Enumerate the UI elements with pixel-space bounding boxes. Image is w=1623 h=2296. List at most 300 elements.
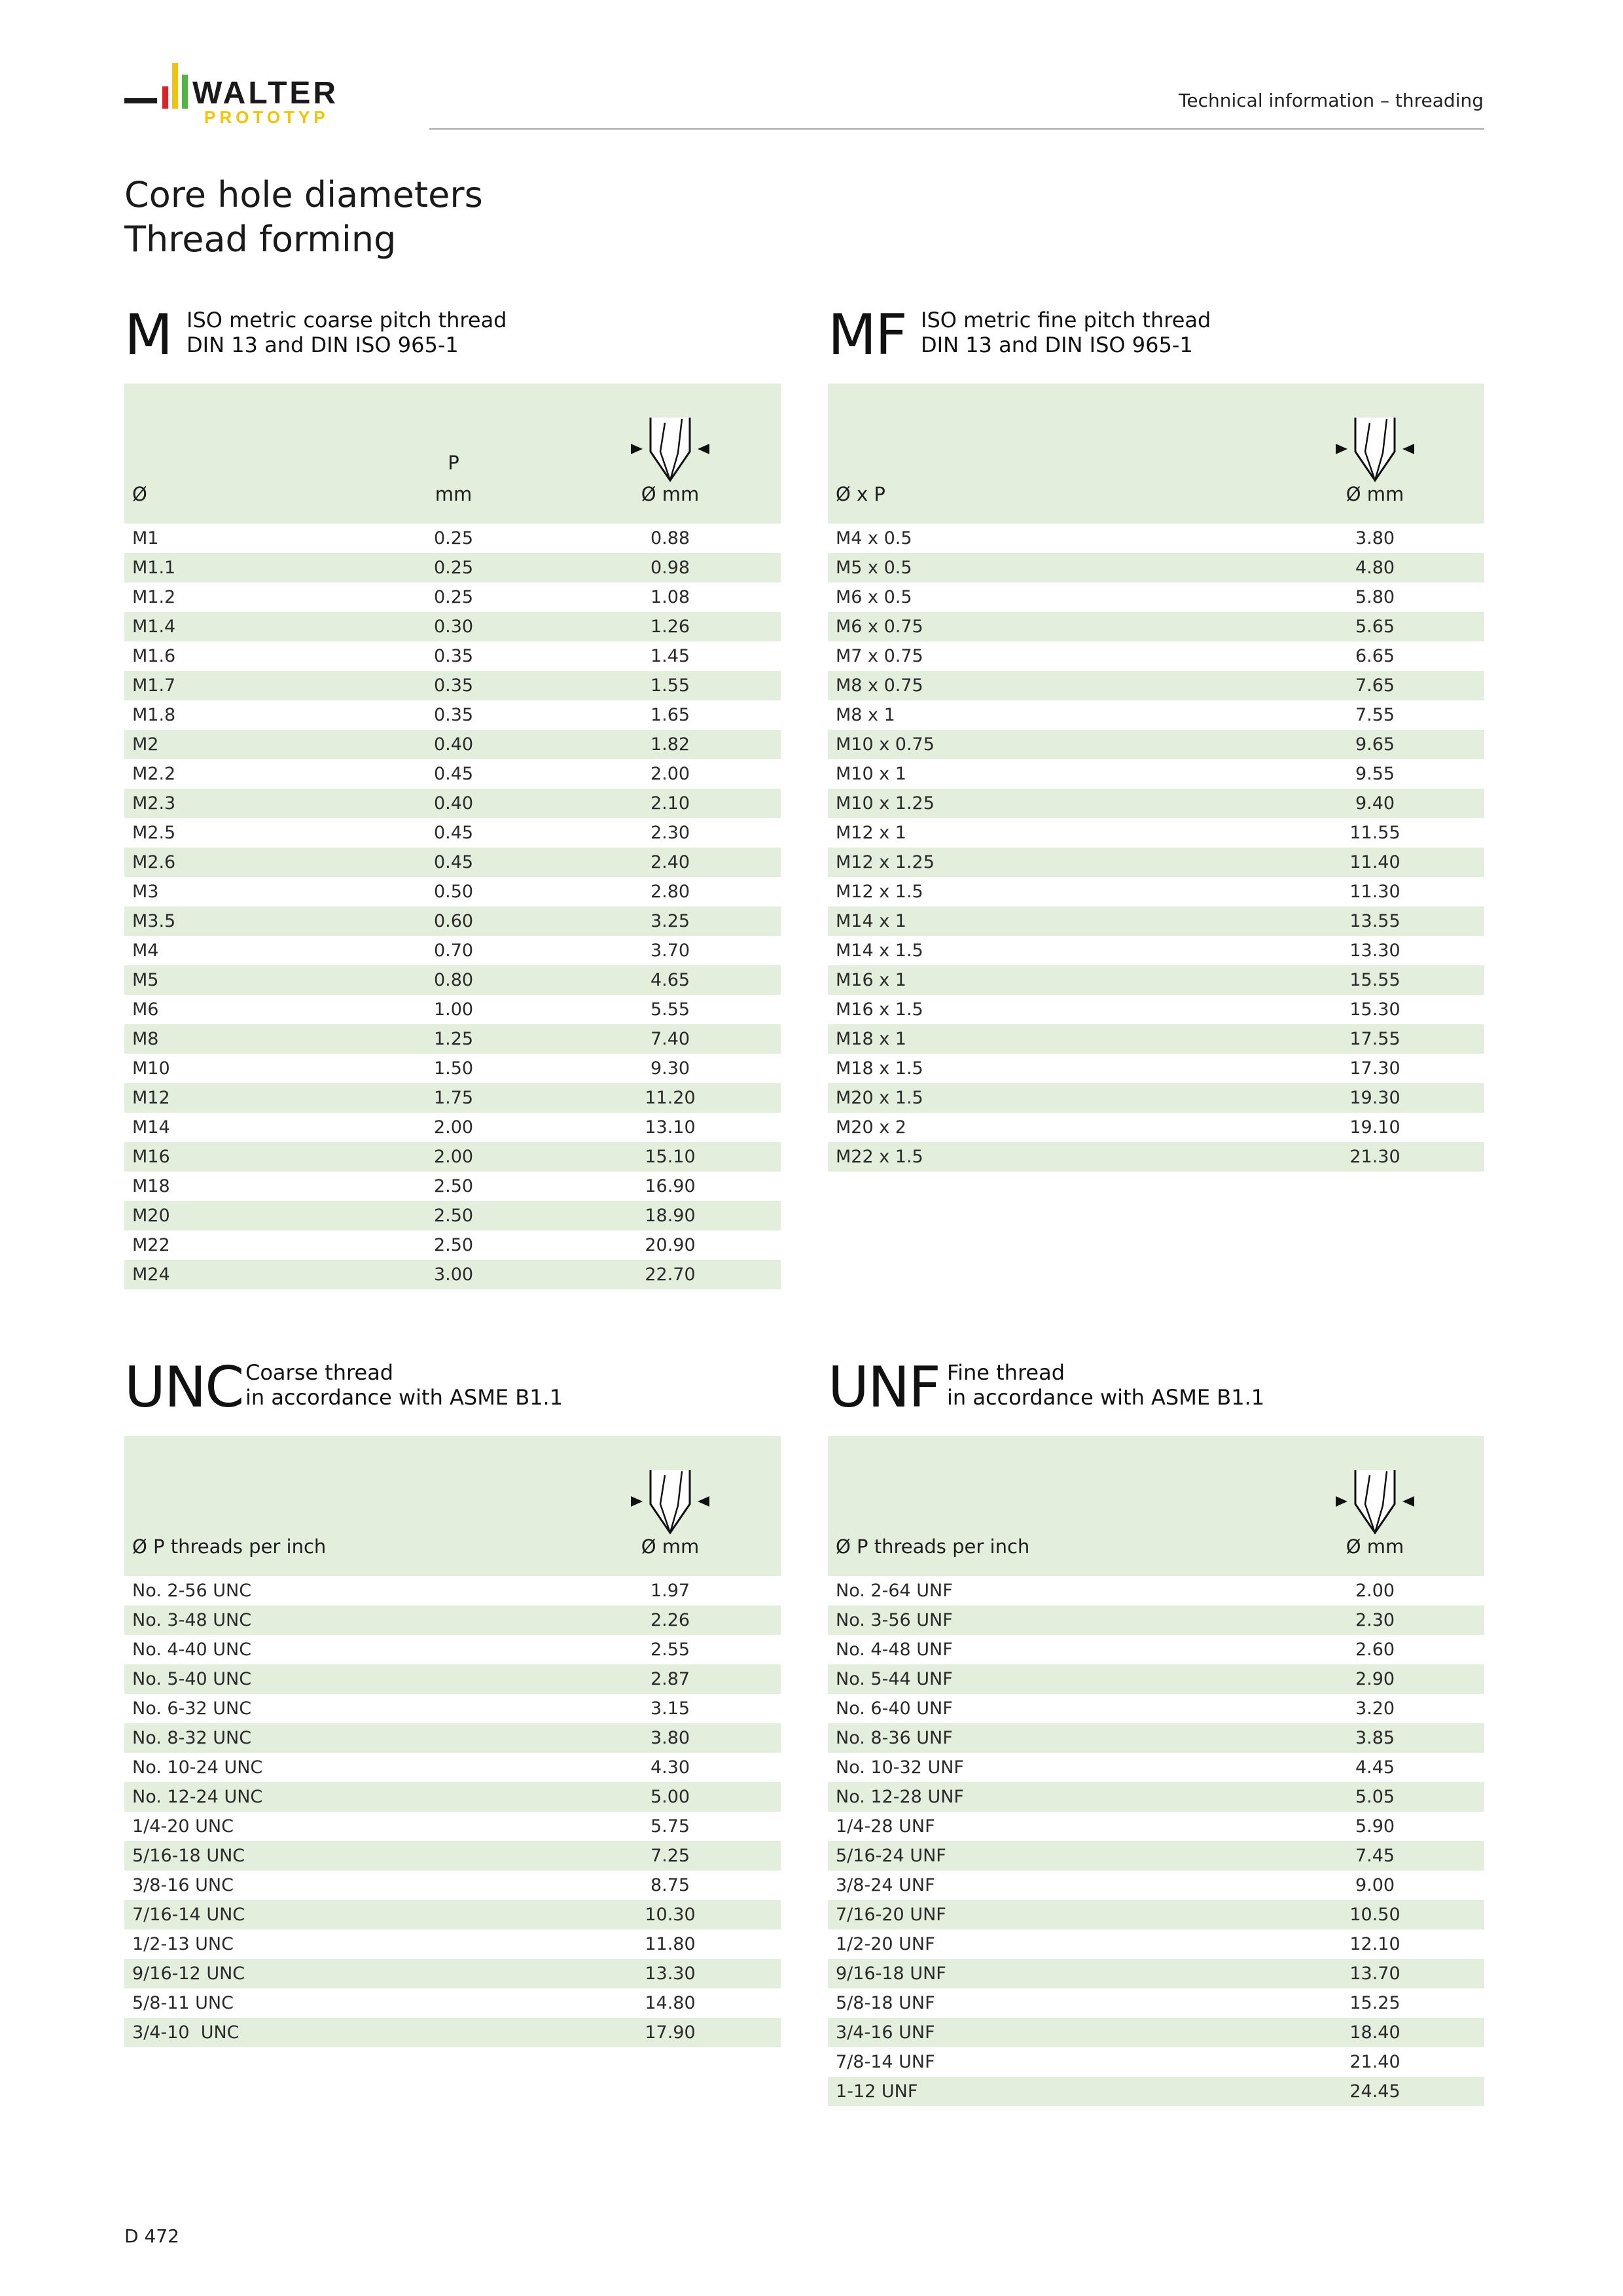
table-row [828, 1024, 1484, 1054]
cell-thread-size: M10 x 1.25 [836, 793, 935, 814]
cell-thread-size: No. 2-56 UNC [132, 1581, 252, 1601]
cell-core-hole-diameter: 5.80 [1355, 587, 1395, 607]
cell-pitch: 0.25 [433, 587, 474, 607]
cell-core-hole-diameter: 13.55 [1349, 911, 1400, 931]
cell-core-hole-diameter: 20.90 [645, 1235, 696, 1255]
cell-core-hole-diameter: 7.40 [650, 1029, 690, 1049]
cell-thread-size: 5/8-11 UNC [132, 1993, 234, 2013]
cell-thread-size: M3.5 [132, 911, 176, 931]
drill-point-icon [1336, 1466, 1414, 1538]
cell-thread-size: M18 x 1.5 [836, 1058, 923, 1079]
cell-core-hole-diameter: 3.70 [650, 941, 690, 961]
cell-pitch: 2.00 [433, 1117, 474, 1138]
cell-core-hole-diameter: 21.40 [1349, 2052, 1400, 2072]
cell-pitch: 0.40 [433, 734, 474, 755]
cell-thread-size: M4 x 0.5 [836, 528, 912, 548]
table-row [124, 1812, 781, 1841]
cell-core-hole-diameter: 16.90 [645, 1176, 696, 1196]
cell-thread-size: 1/4-20 UNC [132, 1816, 234, 1837]
cell-pitch: 0.25 [433, 528, 474, 548]
table-row [828, 759, 1484, 789]
cell-core-hole-diameter: 11.55 [1349, 823, 1400, 843]
table-row [124, 1723, 781, 1753]
cell-pitch: 2.50 [433, 1235, 474, 1255]
table-row [828, 1054, 1484, 1083]
table-row [828, 1959, 1484, 1988]
cell-thread-size: M14 x 1.5 [836, 941, 923, 961]
col-pitch-header [388, 452, 519, 505]
cell-core-hole-diameter: 13.10 [645, 1117, 696, 1138]
section-m-header [124, 302, 781, 384]
cell-core-hole-diameter: 19.30 [1349, 1088, 1400, 1108]
table-row [124, 730, 781, 759]
table-row [124, 789, 781, 818]
section-unc-code: UNC [124, 1355, 243, 1420]
cell-thread-size: 9/16-12 UNC [132, 1964, 245, 1984]
cell-thread-size: M8 x 1 [836, 705, 895, 725]
cell-core-hole-diameter: 15.25 [1349, 1993, 1400, 2013]
cell-pitch: 0.50 [433, 882, 474, 902]
cell-core-hole-diameter: 5.75 [650, 1816, 690, 1837]
cell-core-hole-diameter: 13.30 [1349, 941, 1400, 961]
cell-thread-size: M5 x 0.5 [836, 558, 912, 578]
cell-core-hole-diameter: 9.40 [1355, 793, 1395, 814]
table-row [124, 877, 781, 906]
table-row [828, 1871, 1484, 1900]
cell-core-hole-diameter: 9.55 [1355, 764, 1395, 784]
cell-thread-size: M10 x 0.75 [836, 734, 935, 755]
cell-thread-size: M12 x 1.25 [836, 852, 935, 872]
cell-core-hole-diameter: 18.90 [645, 1206, 696, 1226]
section-unc-description [245, 1360, 563, 1410]
cell-thread-size: M20 x 1.5 [836, 1088, 923, 1108]
cell-thread-size: 5/8-18 UNF [836, 1993, 935, 2013]
table-row [828, 906, 1484, 936]
cell-thread-size: No. 6-32 UNC [132, 1698, 252, 1719]
cell-core-hole-diameter: 5.55 [650, 999, 690, 1020]
table-row [124, 524, 781, 553]
cell-thread-size: No. 3-56 UNF [836, 1610, 953, 1630]
cell-pitch: 0.35 [433, 705, 474, 725]
section-unf-desc-line2: in accordance with ASME B1.1 [947, 1385, 1265, 1410]
cell-thread-size: No. 8-36 UNF [836, 1728, 953, 1748]
cell-thread-size: 1-12 UNF [836, 2081, 918, 2102]
cell-thread-size: M22 [132, 1235, 170, 1255]
cell-core-hole-diameter: 10.50 [1349, 1905, 1400, 1925]
cell-core-hole-diameter: 2.30 [650, 823, 690, 843]
cell-thread-size: No. 6-40 UNF [836, 1698, 953, 1719]
table-row [828, 671, 1484, 700]
cell-core-hole-diameter: 6.65 [1355, 646, 1395, 666]
cell-thread-size: 3/4-10 UNC [132, 2022, 240, 2043]
drill-point-icon [1336, 414, 1414, 486]
section-unf-description [947, 1360, 1264, 1410]
cell-core-hole-diameter: 11.80 [645, 1934, 696, 1954]
cell-thread-size: M12 [132, 1088, 170, 1108]
cell-pitch: 0.45 [433, 764, 474, 784]
cell-thread-size: M1.8 [132, 705, 176, 725]
cell-core-hole-diameter: 15.55 [1349, 970, 1400, 990]
cell-thread-size: M14 x 1 [836, 911, 906, 931]
cell-core-hole-diameter: 21.30 [1349, 1147, 1400, 1167]
cell-core-hole-diameter: 12.10 [1349, 1934, 1400, 1954]
table-row [828, 1113, 1484, 1142]
table-row [828, 1782, 1484, 1812]
cell-core-hole-diameter: 22.70 [645, 1265, 696, 1285]
section-unc-desc-line1: Coarse thread [245, 1360, 394, 1385]
cell-core-hole-diameter: 0.88 [650, 528, 690, 548]
cell-core-hole-diameter: 1.97 [650, 1581, 690, 1601]
section-unf [828, 1355, 1484, 2106]
cell-thread-size: No. 10-24 UNC [132, 1757, 263, 1778]
cell-core-hole-diameter: 1.26 [650, 617, 690, 637]
cell-thread-size: 3/8-16 UNC [132, 1875, 234, 1895]
table-row [828, 1988, 1484, 2018]
cell-thread-size: No. 12-28 UNF [836, 1787, 964, 1807]
section-unf-header [828, 1355, 1484, 1436]
cell-thread-size: No. 5-40 UNC [132, 1669, 252, 1689]
col-diameter-pitch-header: Ø x P [836, 483, 885, 505]
section-unc-table-header [124, 1436, 781, 1576]
cell-pitch: 1.25 [433, 1029, 474, 1049]
table-row [124, 2018, 781, 2047]
cell-core-hole-diameter: 5.65 [1355, 617, 1395, 637]
header-section-label: Technical information – threading [1179, 90, 1484, 111]
col-core-hole-header: Ø mm [641, 1535, 700, 1558]
table-row [828, 2018, 1484, 2047]
cell-thread-size: M12 x 1.5 [836, 882, 923, 902]
cell-core-hole-diameter: 3.80 [650, 1728, 690, 1748]
table-row [124, 1694, 781, 1723]
table-row [124, 1635, 781, 1664]
cell-core-hole-diameter: 9.30 [650, 1058, 690, 1079]
cell-pitch: 2.50 [433, 1206, 474, 1226]
table-row [828, 524, 1484, 553]
cell-core-hole-diameter: 1.08 [650, 587, 690, 607]
cell-thread-size: M1.1 [132, 558, 176, 578]
table-row [828, 1723, 1484, 1753]
cell-thread-size: M12 x 1 [836, 823, 906, 843]
table-row [124, 671, 781, 700]
cell-thread-size: M1.6 [132, 646, 176, 666]
table-row [124, 1753, 781, 1782]
cell-thread-size: M2.6 [132, 852, 176, 872]
cell-thread-size: 7/16-20 UNF [836, 1905, 946, 1925]
table-row [828, 583, 1484, 612]
drill-point-icon [631, 1466, 709, 1538]
table-row [828, 1576, 1484, 1605]
cell-core-hole-diameter: 7.55 [1355, 705, 1395, 725]
cell-thread-size: M18 [132, 1176, 170, 1196]
cell-core-hole-diameter: 3.20 [1355, 1698, 1395, 1719]
table-row [124, 1083, 781, 1113]
cell-thread-size: M10 x 1 [836, 764, 906, 784]
cell-core-hole-diameter: 19.10 [1349, 1117, 1400, 1138]
cell-thread-size: M8 [132, 1029, 159, 1049]
cell-thread-size: M8 x 0.75 [836, 675, 923, 696]
cell-thread-size: 1/4-28 UNF [836, 1816, 935, 1837]
cell-thread-size: M14 [132, 1117, 170, 1138]
table-row [124, 936, 781, 965]
cell-core-hole-diameter: 2.00 [650, 764, 690, 784]
table-row [828, 936, 1484, 965]
page-title [124, 173, 483, 262]
table-row [124, 1260, 781, 1289]
cell-core-hole-diameter: 5.05 [1355, 1787, 1395, 1807]
col-core-hole-header: Ø mm [1346, 1535, 1404, 1558]
cell-thread-size: 5/16-18 UNC [132, 1846, 245, 1866]
cell-pitch: 1.75 [433, 1088, 474, 1108]
cell-thread-size: 5/16-24 UNF [836, 1846, 946, 1866]
cell-core-hole-diameter: 0.98 [650, 558, 690, 578]
table-row [828, 1635, 1484, 1664]
cell-thread-size: No. 4-48 UNF [836, 1640, 953, 1660]
cell-thread-size: No. 8-32 UNC [132, 1728, 252, 1748]
cell-thread-size: M7 x 0.75 [836, 646, 923, 666]
cell-core-hole-diameter: 2.60 [1355, 1640, 1395, 1660]
cell-thread-size: M16 [132, 1147, 170, 1167]
table-row [828, 1929, 1484, 1959]
page-title-line2: Thread forming [124, 219, 397, 260]
cell-thread-size: M6 x 0.75 [836, 617, 923, 637]
cell-pitch: 0.35 [433, 675, 474, 696]
cell-thread-size: No. 2-64 UNF [836, 1581, 953, 1601]
table-row [828, 877, 1484, 906]
section-unc-rows [124, 1576, 781, 2047]
col-diameter-header: Ø [132, 483, 147, 505]
cell-thread-size: M18 x 1 [836, 1029, 906, 1049]
table-row [124, 1929, 781, 1959]
col-threads-per-inch-header: Ø P threads per inch [836, 1535, 1030, 1558]
table-row [828, 848, 1484, 877]
cell-core-hole-diameter: 5.90 [1355, 1816, 1395, 1837]
cell-core-hole-diameter: 2.26 [650, 1610, 690, 1630]
cell-core-hole-diameter: 4.45 [1355, 1757, 1395, 1778]
cell-core-hole-diameter: 2.90 [1355, 1669, 1395, 1689]
cell-pitch: 3.00 [433, 1265, 474, 1285]
cell-pitch: 0.40 [433, 793, 474, 814]
cell-thread-size: M2.2 [132, 764, 176, 784]
sub-brand-text: PROTOTYP [204, 107, 329, 127]
section-m-table-header [124, 384, 781, 524]
cell-thread-size: M22 x 1.5 [836, 1147, 923, 1167]
section-m-rows [124, 524, 781, 1289]
table-row [828, 1841, 1484, 1871]
cell-core-hole-diameter: 1.45 [650, 646, 690, 666]
cell-core-hole-diameter: 3.80 [1355, 528, 1395, 548]
cell-core-hole-diameter: 15.30 [1349, 999, 1400, 1020]
table-row [124, 1782, 781, 1812]
cell-pitch: 2.50 [433, 1176, 474, 1196]
section-m-description [187, 308, 507, 357]
table-row [828, 700, 1484, 730]
cell-thread-size: 7/16-14 UNC [132, 1905, 245, 1925]
cell-thread-size: No. 10-32 UNF [836, 1757, 964, 1778]
cell-thread-size: M16 x 1 [836, 970, 906, 990]
page-title-line1: Core hole diameters [124, 174, 483, 215]
table-row [124, 1201, 781, 1230]
cell-pitch: 0.25 [433, 558, 474, 578]
cell-thread-size: M6 [132, 999, 159, 1020]
table-row [828, 1664, 1484, 1694]
cell-core-hole-diameter: 7.65 [1355, 675, 1395, 696]
page-number: D 472 [124, 2225, 179, 2247]
table-row [124, 965, 781, 995]
section-mf-desc-line1: ISO metric fine pitch thread [921, 308, 1211, 332]
table-row [124, 1054, 781, 1083]
col-core-hole-header: Ø mm [641, 483, 700, 505]
cell-core-hole-diameter: 14.80 [645, 1993, 696, 2013]
table-row [124, 759, 781, 789]
cell-pitch: 0.60 [433, 911, 474, 931]
section-unf-rows [828, 1576, 1484, 2106]
cell-core-hole-diameter: 15.10 [645, 1147, 696, 1167]
cell-core-hole-diameter: 17.30 [1349, 1058, 1400, 1079]
cell-thread-size: M1.4 [132, 617, 176, 637]
table-row [828, 1812, 1484, 1841]
cell-pitch: 0.45 [433, 823, 474, 843]
cell-pitch: 0.35 [433, 646, 474, 666]
table-row [828, 789, 1484, 818]
table-row [124, 1900, 781, 1929]
cell-core-hole-diameter: 11.40 [1349, 852, 1400, 872]
section-unf-table-header [828, 1436, 1484, 1576]
table-row [828, 1694, 1484, 1723]
cell-thread-size: 1/2-13 UNC [132, 1934, 234, 1954]
table-row [828, 1083, 1484, 1113]
table-row [124, 1113, 781, 1142]
table-row [124, 818, 781, 848]
cell-core-hole-diameter: 17.55 [1349, 1029, 1400, 1049]
table-row [124, 1142, 781, 1172]
cell-core-hole-diameter: 8.75 [650, 1875, 690, 1895]
table-row [828, 1142, 1484, 1172]
cell-thread-size: M24 [132, 1265, 170, 1285]
table-row [124, 906, 781, 936]
cell-core-hole-diameter: 1.55 [650, 675, 690, 696]
cell-thread-size: 9/16-18 UNF [836, 1964, 946, 1984]
section-mf-desc-line2: DIN 13 and DIN ISO 965-1 [921, 332, 1193, 357]
cell-pitch: 0.30 [433, 617, 474, 637]
table-row [828, 730, 1484, 759]
section-unc-header [124, 1355, 781, 1436]
cell-core-hole-diameter: 2.40 [650, 852, 690, 872]
table-row [124, 1988, 781, 2018]
cell-thread-size: 7/8-14 UNF [836, 2052, 935, 2072]
cell-core-hole-diameter: 10.30 [645, 1905, 696, 1925]
table-row [828, 995, 1484, 1024]
table-row [124, 1605, 781, 1635]
table-row [124, 1172, 781, 1201]
table-row [124, 1871, 781, 1900]
section-mf [828, 302, 1484, 1172]
cell-thread-size: No. 5-44 UNF [836, 1669, 953, 1689]
cell-core-hole-diameter: 2.10 [650, 793, 690, 814]
table-row [124, 1230, 781, 1260]
table-row [828, 553, 1484, 583]
cell-core-hole-diameter: 3.15 [650, 1698, 690, 1719]
table-row [124, 700, 781, 730]
walter-prototyp-logo [124, 60, 406, 132]
cell-core-hole-diameter: 11.30 [1349, 882, 1400, 902]
table-row [828, 1605, 1484, 1635]
cell-core-hole-diameter: 13.30 [645, 1964, 696, 1984]
cell-thread-size: M20 [132, 1206, 170, 1226]
section-mf-code: MF [828, 302, 906, 368]
cell-core-hole-diameter: 11.20 [645, 1088, 696, 1108]
table-row [124, 1024, 781, 1054]
cell-core-hole-diameter: 24.45 [1349, 2081, 1400, 2102]
cell-thread-size: M1 [132, 528, 159, 548]
cell-core-hole-diameter: 4.80 [1355, 558, 1395, 578]
section-mf-description [921, 308, 1211, 357]
cell-pitch: 0.45 [433, 852, 474, 872]
cell-thread-size: No. 12-24 UNC [132, 1787, 263, 1807]
cell-core-hole-diameter: 9.65 [1355, 734, 1395, 755]
section-mf-rows [828, 524, 1484, 1172]
table-row [124, 848, 781, 877]
cell-pitch: 1.50 [433, 1058, 474, 1079]
cell-core-hole-diameter: 1.82 [650, 734, 690, 755]
cell-core-hole-diameter: 2.30 [1355, 1610, 1395, 1630]
table-row [124, 641, 781, 671]
cell-core-hole-diameter: 4.30 [650, 1757, 690, 1778]
table-row [124, 1959, 781, 1988]
section-unf-desc-line1: Fine thread [947, 1360, 1065, 1385]
cell-thread-size: M20 x 2 [836, 1117, 906, 1138]
table-row [124, 1664, 781, 1694]
drill-point-icon [631, 414, 709, 486]
cell-core-hole-diameter: 9.00 [1355, 1875, 1395, 1895]
col-pitch-header-unit: mm [435, 483, 473, 505]
table-row [828, 1900, 1484, 1929]
cell-core-hole-diameter: 7.45 [1355, 1846, 1395, 1866]
table-row [828, 2047, 1484, 2077]
table-row [124, 583, 781, 612]
cell-thread-size: M1.7 [132, 675, 176, 696]
section-mf-table-header [828, 384, 1484, 524]
cell-pitch: 0.70 [433, 941, 474, 961]
cell-pitch: 1.00 [433, 999, 474, 1020]
section-m-desc-line2: DIN 13 and DIN ISO 965-1 [187, 332, 459, 357]
cell-core-hole-diameter: 1.65 [650, 705, 690, 725]
section-unc-desc-line2: in accordance with ASME B1.1 [245, 1385, 563, 1410]
cell-core-hole-diameter: 7.25 [650, 1846, 690, 1866]
cell-thread-size: M2 [132, 734, 159, 755]
cell-core-hole-diameter: 5.00 [650, 1787, 690, 1807]
cell-core-hole-diameter: 13.70 [1349, 1964, 1400, 1984]
table-row [124, 612, 781, 641]
section-unc [124, 1355, 781, 2047]
cell-core-hole-diameter: 17.90 [645, 2022, 696, 2043]
cell-thread-size: M3 [132, 882, 159, 902]
cell-thread-size: M1.2 [132, 587, 176, 607]
cell-thread-size: 3/4-16 UNF [836, 2022, 935, 2043]
cell-core-hole-diameter: 2.87 [650, 1669, 690, 1689]
table-row [124, 1576, 781, 1605]
cell-pitch: 0.80 [433, 970, 474, 990]
cell-core-hole-diameter: 4.65 [650, 970, 690, 990]
section-m-desc-line1: ISO metric coarse pitch thread [187, 308, 507, 332]
cell-thread-size: M4 [132, 941, 159, 961]
cell-core-hole-diameter: 2.55 [650, 1640, 690, 1660]
section-m-code: M [124, 302, 172, 368]
brand-text: WALTER [192, 76, 339, 111]
cell-thread-size: 3/8-24 UNF [836, 1875, 935, 1895]
cell-thread-size: 1/2-20 UNF [836, 1934, 935, 1954]
cell-thread-size: M16 x 1.5 [836, 999, 923, 1020]
col-pitch-header-top: P [448, 452, 459, 474]
